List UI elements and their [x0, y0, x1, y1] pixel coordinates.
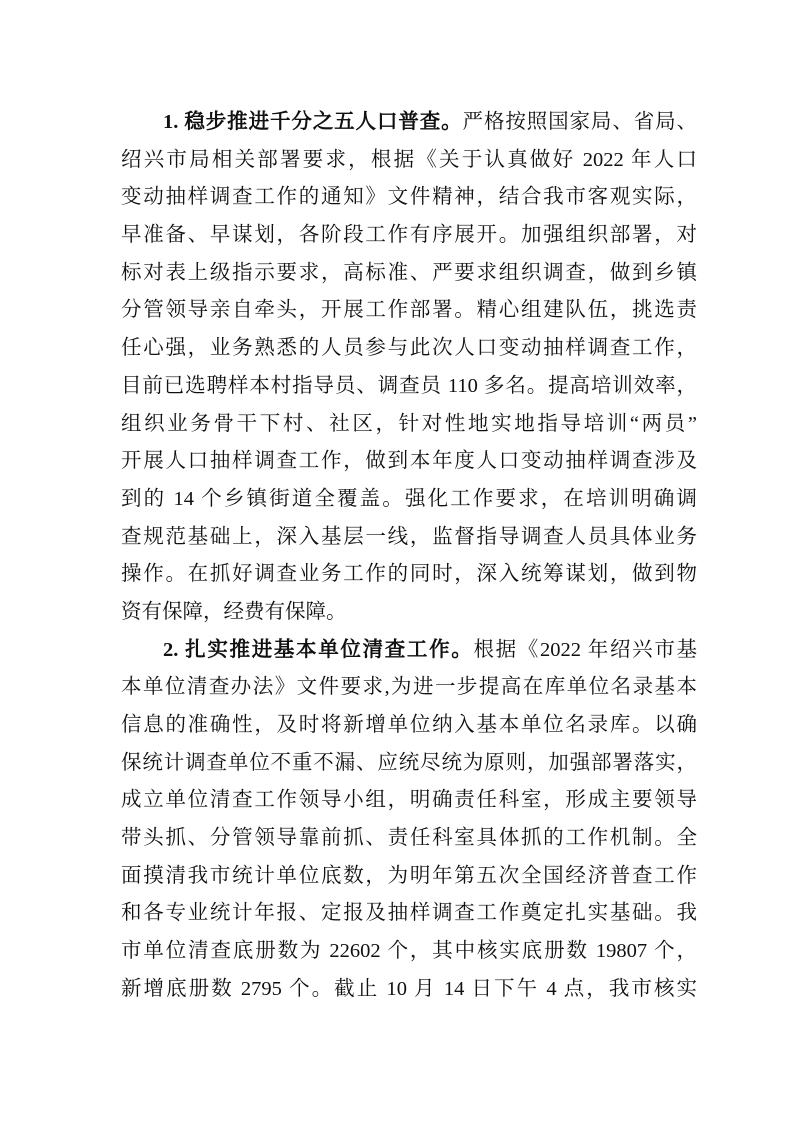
paragraph-unit-census	[121, 632, 697, 1009]
text-line: 本单位清查办法》文件要求,为进一步提高在库单位名录基本	[121, 676, 697, 699]
paragraph-first-line	[121, 104, 697, 142]
text-line: 目前已选聘样本村指导员、调查员 110 多名。提高培训效率，	[121, 374, 697, 397]
paragraph-text: 根据《2022 年绍兴市基	[473, 638, 698, 661]
text-line: 变动抽样调查工作的通知》文件精神，结合我市客观实际，	[121, 186, 697, 209]
text-line: 绍兴市局相关部署要求，根据《关于认真做好 2022 年人口	[121, 148, 697, 171]
paragraph-heading: 1. 稳步推进千分之五人口普查。	[163, 111, 463, 133]
text-line: 标对表上级指示要求，高标准、严要求组织调查，做到乡镇	[121, 261, 697, 284]
text-line: 信息的准确性，及时将新增单位纳入基本单位名录库。以确	[121, 714, 697, 736]
text-line: 到的 14 个乡镇街道全覆盖。强化工作要求，在培训明确调	[121, 487, 697, 510]
paragraph-first-line	[121, 632, 697, 670]
text-line: 保统计调查单位不重不漏、应统尽统为原则，加强部署落实，	[121, 751, 697, 774]
text-line: 资有保障，经费有保障。	[121, 600, 347, 623]
text-line: 市单位清查底册数为 22602 个，其中核实底册数 19807 个，	[121, 940, 697, 963]
text-line: 面摸清我市统计单位底数，为明年第五次全国经济普查工作	[121, 864, 697, 887]
text-line: 新增底册数 2795 个。截止 10 月 14 日下午 4 点，我市核实	[121, 977, 697, 1000]
text-line: 查规范基础上，深入基层一线，监督指导调查人员具体业务	[121, 525, 697, 548]
paragraph-population-survey	[121, 104, 697, 632]
text-line: 分管领导亲自牵头，开展工作部署。精心组建队伍，挑选责	[121, 299, 697, 322]
text-line: 组织业务骨干下村、社区，针对性地实地指导培训“两员”	[121, 412, 697, 435]
document-page	[121, 104, 697, 1009]
paragraph-heading: 2. 扎实推进基本单位清查工作。	[163, 638, 474, 661]
text-line: 任心强，业务熟悉的人员参与此次人口变动抽样调查工作，	[121, 337, 697, 360]
text-line: 开展人口抽样调查工作，做到本年度人口变动抽样调查涉及	[121, 450, 697, 473]
text-line: 成立单位清查工作领导小组，明确责任科室，形成主要领导	[121, 789, 697, 812]
text-line: 带头抓、分管领导靠前抓、责任科室具体抓的工作机制。全	[121, 827, 697, 850]
paragraph-text: 严格按照国家局、省局、	[462, 111, 698, 133]
text-line: 操作。在抓好调查业务工作的同时，深入统筹谋划，做到物	[121, 563, 697, 586]
text-line: 早准备、早谋划，各阶段工作有序展开。加强组织部署，对	[121, 224, 697, 247]
text-line: 和各专业统计年报、定报及抽样调查工作奠定扎实基础。我	[121, 902, 697, 925]
